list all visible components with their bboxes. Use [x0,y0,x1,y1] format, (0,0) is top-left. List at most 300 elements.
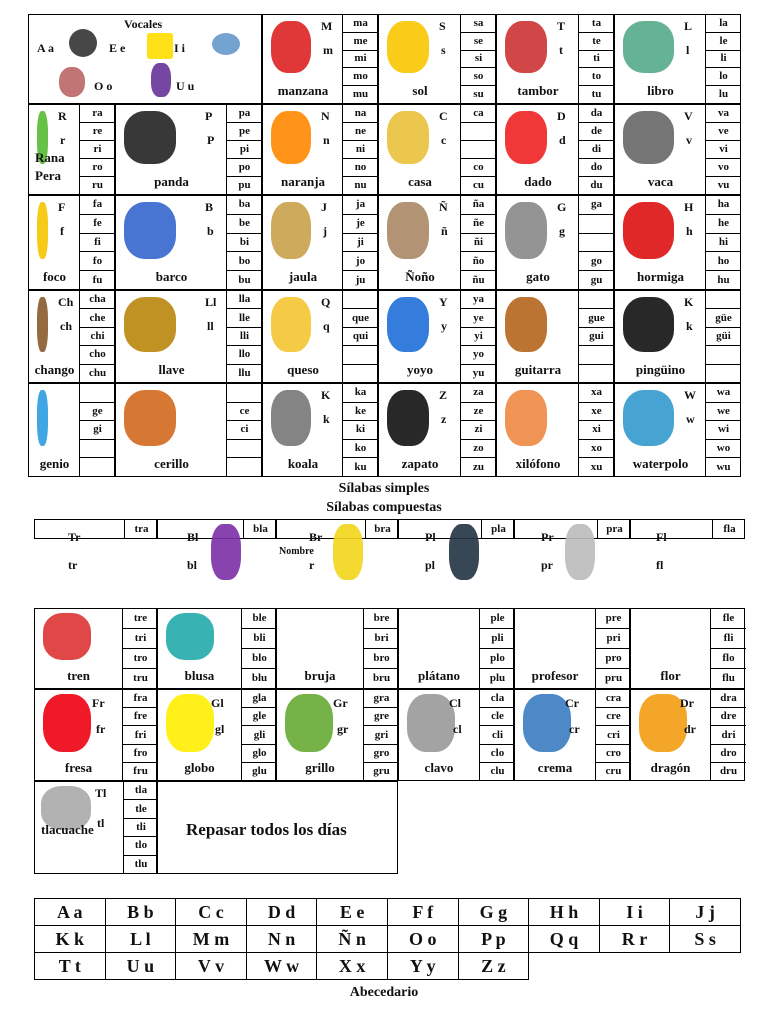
syllable-glo: glo [242,745,277,763]
syllable-gro: gro [364,745,399,763]
boy-icon [387,202,429,259]
syllable-fo: fo [80,252,115,271]
book-icon [623,21,674,73]
upper-letter: Dr [680,696,694,710]
syllable-blank [706,291,741,309]
upper-letter: Gl [211,696,224,710]
syllable-column [243,520,277,538]
syllable-fu: fu [92,273,103,286]
alphabet-caption: Abecedario [349,985,419,1000]
syllable-cho: cho [80,346,115,364]
upper-letter: Tr [68,530,81,544]
dice-icon [505,111,547,164]
lower-letter: k [686,319,693,333]
alphabet-letter: P p [458,926,529,953]
syllable-so: so [461,68,496,86]
cell-vocales [28,14,262,104]
lower-letter: gr [337,722,349,736]
syllable-cli: cli [480,726,515,744]
syllable-gi: gi [80,421,115,440]
syllable-la: la [706,15,741,33]
lower-letter: d [559,133,566,147]
syllable-dru: dru [719,764,738,777]
syllable-xi: xi [579,421,614,440]
syllable-tle: tle [124,800,158,818]
word-label: pingüino [635,362,686,377]
syllable-column [481,520,515,538]
ship-icon [124,202,176,259]
ant-icon [623,202,674,259]
name-label: Nombre [279,546,314,557]
syllable-cri: cri [596,726,631,744]
syllable-do: do [579,159,614,177]
alphabet-letter: B b [105,899,176,926]
cell-pinguino [614,290,741,383]
syllable-dra: dra [711,690,746,708]
alphabet-letter: A a [35,899,106,926]
penguin-icon [623,297,674,352]
lower-letter: y [441,319,447,333]
syllable-xe: xe [579,403,614,422]
spider-star-bee-bear-grapes [151,63,171,97]
syllable-column [460,291,496,382]
syllable-column [479,690,515,780]
compound-cell-1 [157,689,276,781]
cell-casa [378,104,496,195]
flower-icon [565,524,595,580]
syllable-go: go [579,252,614,271]
vowel-0: A a [37,41,55,55]
syllable-pri: pri [596,629,631,649]
upper-letter: Tl [95,786,107,800]
panda-icon [124,111,176,164]
syllable-column [363,609,399,688]
syllable-mo: mo [343,68,378,86]
syllable-ge: ge [80,403,115,422]
syllable-column [342,291,378,382]
lower-letter: g [559,224,565,238]
vocales-title: Vocales [124,17,163,31]
word-label: profesor [531,668,579,683]
word-label: clavo [424,760,454,775]
compound-cell-4 [514,608,630,689]
syllable-pre: pre [596,609,631,629]
cell-foco [28,195,115,290]
upper-letter: N [321,109,330,123]
alphabet-row [35,899,741,926]
syllable-column [705,105,741,194]
syllable-güi: güi [706,328,741,346]
syllable-blank [461,141,496,159]
syllable-tre: tre [123,609,158,629]
word-label: yoyo [407,362,433,377]
caption-simple: Sílabas simples [338,481,430,496]
alphabet-letter: K k [35,926,106,953]
word-label: naranja [280,174,326,189]
word-label: waterpolo [632,456,689,471]
syllable-ño: ño [461,252,496,271]
syllable-column [226,384,262,476]
syllable-da: da [579,105,614,123]
syllable-bo: bo [227,252,262,271]
syllable-blank [343,365,378,382]
cell-rana [28,104,115,195]
lower-letter: c [441,133,447,147]
lower-letter: f [60,224,64,238]
syllable-fe: fe [80,215,115,234]
guitar-icon [505,297,547,352]
cell-sol [378,14,496,104]
monkey-icon [37,297,48,352]
lower-letter: tr [68,558,78,572]
syllable-güe: güe [706,309,741,327]
upper-letter: Ñ [439,200,448,214]
syllable-flo: flo [711,649,746,669]
upper-letter: W [684,388,696,402]
syllable-column [578,384,614,476]
caption-compound: Sílabas compuestas [326,500,442,515]
syllable-column [710,690,746,780]
syllable-yu: yu [472,366,485,379]
upper-letter: Cr [565,696,579,710]
vowel-1: E e [109,41,126,55]
nail-icon [407,694,455,752]
syllable-le: le [706,33,741,51]
syllable-fa: fa [80,196,115,215]
upper-letter: C [439,109,448,123]
syllable-ni: ni [343,141,378,159]
syllable-no: no [343,159,378,177]
review-box [157,781,398,874]
syllable-ki: ki [343,421,378,440]
compound-header-1 [157,519,276,572]
alphabet-letter: R r [599,926,670,953]
syllable-que: que [343,309,378,327]
syllable-chi: chi [80,328,115,346]
syllable-zo: zo [461,440,496,459]
cell-barco [115,195,262,290]
syllable-qui: qui [343,328,378,346]
syllable-re: re [80,123,115,141]
lower-letter: ll [207,319,214,333]
syllable-cle: cle [480,708,515,726]
syllable-ñi: ñi [461,234,496,253]
syllable-ye: ye [461,309,496,327]
syllable-pla: pla [491,522,506,535]
syllable-va: va [706,105,741,123]
syllable-bra: bra [374,522,391,535]
syllable-column [595,690,631,780]
syllable-column [123,782,158,873]
syllable-tu: tu [591,88,602,101]
syllable-chu: chu [88,366,107,379]
syllable-tri: tri [123,629,158,649]
drum-icon [505,21,547,73]
syllable-column [79,105,115,194]
alphabet-row [35,953,741,980]
lower-letter: cl [453,722,462,736]
pool-icon [623,390,674,446]
lower-letter: fl [656,558,664,572]
syllable-ku: ku [354,460,367,473]
syllable-pli: pli [480,629,515,649]
syllable-ra: ra [80,105,115,123]
lightbulb-icon [37,202,48,259]
word-label: casa [408,174,432,189]
syllable-column [595,609,631,688]
cell-genio [28,383,115,477]
syllable-cra: cra [596,690,631,708]
lower-letter: pr [541,558,553,572]
syllable-ya: ya [461,291,496,309]
lower-letter: t [559,43,563,57]
alphabet-letter: H h [529,899,600,926]
syllable-me: me [343,33,378,51]
cell-xilofono [496,383,614,477]
upper-letter: R [58,109,67,123]
syllable-je: je [343,215,378,234]
syllable-ma: ma [343,15,378,33]
syllable-tlu: tlu [134,857,148,870]
lower-letter: q [323,319,330,333]
syllable-za: za [461,384,496,403]
alphabet-letter: Z z [458,953,529,980]
lower-letter: P [207,133,215,147]
upper-letter: J [321,200,327,214]
syllable-dre: dre [711,708,746,726]
syllable-cro: cro [596,745,631,763]
syllable-cu: cu [473,179,484,191]
syllable-ta: ta [579,15,614,33]
syllable-gu: gu [590,273,603,286]
syllable-bla: bla [253,522,268,535]
spider-star-bee-bear-grapes [147,33,173,59]
syllable-hi: hi [706,234,741,253]
syllable-he: he [706,215,741,234]
syllable-blank [579,365,614,382]
syllable-column [363,690,399,780]
upper-letter: Cl [449,696,461,710]
syllable-cha: cha [80,291,115,309]
upper-letter: B [205,200,214,214]
teacher-icon [449,524,479,580]
syllable-ga: ga [579,196,614,215]
lower-letter: gl [215,722,225,736]
syllable-vi: vi [706,141,741,159]
sun-icon [387,21,429,73]
upper-letter: L [684,19,693,33]
syllable-blank [343,346,378,364]
word-label: llave [158,362,185,377]
spider-star-bee-bear-grapes [212,33,240,55]
syllable-co: co [461,159,496,177]
alphabet-letter: X x [317,953,388,980]
lower-letter: k [323,412,330,426]
cream-icon [523,694,571,752]
syllable-blank [80,458,115,476]
syllable-gli: gli [242,726,277,744]
alphabet-letter: S s [670,926,741,953]
lower-letter: z [441,412,447,426]
syllable-column [460,105,496,194]
syllable-tra: tra [134,522,149,535]
vowel-3: O o [94,79,113,93]
house-icon [387,111,429,164]
cheese-icon [271,297,311,352]
syllable-blank [227,384,262,403]
syllable-blank [461,123,496,141]
lower-letter: h [686,224,693,238]
syllable-column [226,105,262,194]
cell-tambor [496,14,614,104]
word-label: xilófono [515,456,561,471]
syllable-cla: cla [480,690,515,708]
alphabet-letter: Y y [387,953,458,980]
lower-letter: j [323,224,327,238]
lower-letter: b [207,224,214,238]
word-label: bruja [304,668,336,683]
shoe-icon [387,390,429,446]
cow-icon [623,111,674,164]
word-label: guitarra [514,362,562,377]
syllable-bli: bli [242,629,277,649]
cell-manzana [262,14,378,104]
upper-letter: F [58,200,66,214]
syllable-pu: pu [238,179,251,191]
lower-letter: s [441,43,446,57]
syllable-pra: pra [606,522,623,535]
syllable-fre: fre [123,708,158,726]
compound-cell-2 [276,608,398,689]
cell-zapato [378,383,496,477]
word-label: vaca [647,174,674,189]
syllable-po: po [227,159,262,177]
cell-hormiga [614,195,741,290]
syllable-column [705,196,741,289]
syllable-ze: ze [461,403,496,422]
syllable-column [578,105,614,194]
cell-naranja [262,104,378,195]
syllable-ce: ce [227,403,262,422]
syllable-to: to [579,68,614,86]
syllable-pro: pro [596,649,631,669]
syllable-wo: wo [706,440,741,459]
alphabet-letter: W w [246,953,317,980]
key-icon [124,297,176,352]
syllable-vu: vu [717,179,730,191]
word-label: gato [526,269,550,284]
syllable-column [705,15,741,103]
upper-letter: D [557,109,566,123]
cell-libro [614,14,741,104]
alphabet-letter: T t [35,953,106,980]
syllable-column [460,15,496,103]
upper-letter: Fr [92,696,105,710]
syllable-column [79,196,115,289]
syllable-bru: bru [372,672,391,684]
syllable-column [460,384,496,476]
syllable-column [226,196,262,289]
syllable-gle: gle [242,708,277,726]
syllable-fi: fi [80,234,115,253]
syllable-xa: xa [579,384,614,403]
syllable-column [365,520,399,538]
syllable-te: te [579,33,614,51]
syllable-column [578,291,614,382]
syllable-tli: tli [124,819,158,837]
cell-jaula [262,195,378,290]
cell-waterpolo [614,383,741,477]
syllable-gla: gla [242,690,277,708]
syllable-bro: bro [364,649,399,669]
syllable-mi: mi [343,51,378,69]
syllable-plu: plu [489,672,506,684]
syllable-dri: dri [711,726,746,744]
syllable-blo: blo [242,649,277,669]
syllable-fla: fla [723,522,736,535]
syllable-column [578,15,614,103]
syllable-ple: ple [480,609,515,629]
upper-letter: Ch [58,295,74,309]
lower-letter: ñ [441,224,448,238]
word-label-2: Pera [35,168,61,183]
syllable-column [342,384,378,476]
syllable-ble: ble [242,609,277,629]
syllable-column [479,609,515,688]
compound-cell-0 [34,689,157,781]
koala-icon [271,390,311,446]
lower-letter: v [686,133,692,147]
syllable-column [597,520,631,538]
compound-cell-1 [157,608,276,689]
word-label: genio [39,456,70,471]
compound-cell-5 [630,689,745,781]
syllable-column [241,609,277,688]
spider-star-bee-bear-grapes [69,29,97,57]
syllable-ka: ka [343,384,378,403]
alphabet-letter: I i [599,899,670,926]
alphabet-letter: F f [387,899,458,926]
upper-letter: Z [439,388,448,402]
compound-cell-5 [630,608,745,689]
syllable-ja: ja [343,196,378,215]
syllable-ba: ba [227,196,262,215]
syllable-blank [227,458,262,476]
spider-star-bee-bear-grapes [59,67,85,97]
syllable-blank [80,440,115,459]
compound-header-2 [276,519,398,572]
syllable-jo: jo [343,252,378,271]
syllable-wu: wu [716,460,731,473]
alphabet-letter: Q q [529,926,600,953]
syllable-ru: ru [92,179,103,191]
upper-letter: Fl [656,530,667,544]
syllable-column [712,520,746,538]
syllable-vo: vo [706,159,741,177]
upper-letter: T [557,19,566,33]
syllable-column [122,609,158,688]
syllable-ju: ju [355,273,366,286]
syllable-column [705,384,741,476]
cell-chango [28,290,115,383]
word-label: queso [287,362,319,377]
syllable-column [79,384,115,476]
syllable-si: si [461,51,496,69]
syllable-yo: yo [461,346,496,364]
syllable-blank [579,346,614,364]
syllable-be: be [227,215,262,234]
word-label: dragón [650,760,691,775]
